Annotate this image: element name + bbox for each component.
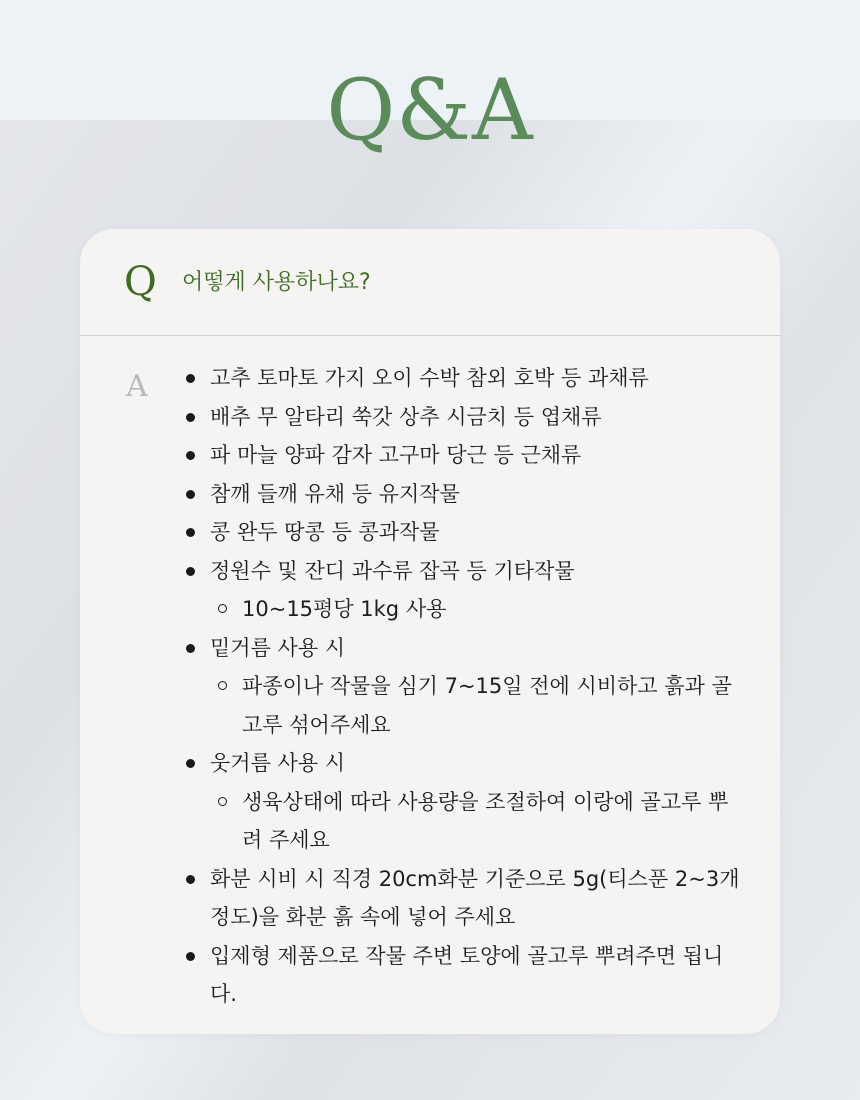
- answer-item: 웃거름 사용 시: [186, 744, 746, 783]
- answer-subitem: 생육상태에 따라 사용량을 조절하여 이랑에 골고루 뿌려 주세요: [186, 783, 746, 860]
- answer-item: 파 마늘 양파 감자 고구마 당근 등 근채류: [186, 436, 746, 475]
- answer-item: 입제형 제품으로 작물 주변 토양에 골고루 뿌려주면 됩니다.: [186, 937, 746, 1014]
- question-marker: Q: [124, 259, 157, 305]
- question-text: 어떻게 사용하나요?: [182, 270, 371, 295]
- answer-item: 고추 토마토 가지 오이 수박 참외 호박 등 과채류: [186, 359, 746, 398]
- answer-item: 참깨 들깨 유채 등 유지작물: [186, 475, 746, 514]
- answer-list: [186, 359, 746, 1014]
- answer-item: 배추 무 알타리 쑥갓 상추 시금치 등 엽채류: [186, 398, 746, 437]
- qa-card: [80, 229, 780, 1034]
- answer-marker: A: [126, 369, 148, 404]
- answer-item: 콩 완두 땅콩 등 콩과작물: [186, 513, 746, 552]
- answer-item: 정원수 및 잔디 과수류 잡곡 등 기타작물: [186, 552, 746, 591]
- answer-subitem: 10~15평당 1kg 사용: [186, 590, 746, 629]
- page-title: Q&A: [326, 61, 534, 159]
- answer-item: 화분 시비 시 직경 20cm화분 기준으로 5g(티스푼 2~3개 정도)을 화분 흙 속에 넣어 주세요: [186, 860, 746, 937]
- answer-subitem: 파종이나 작물을 심기 7~15일 전에 시비하고 흙과 골고루 섞어주세요: [186, 667, 746, 744]
- answer-item: 밑거름 사용 시: [186, 629, 746, 668]
- question-row: [80, 229, 780, 336]
